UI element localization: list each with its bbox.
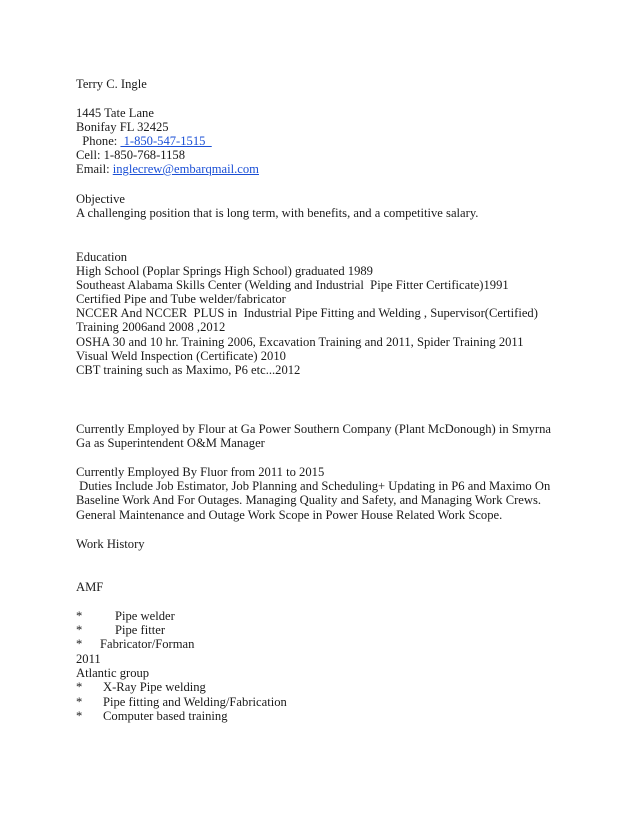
bullet-star: * bbox=[76, 709, 83, 723]
work-history-heading: Work History bbox=[76, 537, 145, 551]
education-line: Training 2006and 2008 ,2012 bbox=[76, 320, 226, 334]
atlantic-duty-text: Pipe fitting and Welding/Fabrication bbox=[103, 695, 287, 709]
address-city: Bonifay FL 32425 bbox=[76, 120, 169, 134]
bullet-star: * bbox=[76, 695, 83, 709]
education-line: OSHA 30 and 10 hr. Training 2006, Excavation Training and 2011, Spider Training 2011 bbox=[76, 335, 524, 349]
atlantic-duty-text: X-Ray Pipe welding bbox=[103, 680, 206, 694]
employment-summary-line: Duties Include Job Estimator, Job Planning and Scheduling+ Updating in P6 and Maximo On bbox=[76, 479, 551, 493]
amf-duty-item bbox=[76, 609, 175, 624]
education-line: Visual Weld Inspection (Certificate) 2010 bbox=[76, 349, 286, 363]
cell-line: Cell: 1-850-768-1158 bbox=[76, 148, 186, 162]
employment-summary-line: Baseline Work And For Outages. Managing Quality and Safety, and Managing Work Crews. bbox=[76, 493, 542, 507]
employment-summary-line: Currently Employed By Fluor from 2011 to 2015 bbox=[76, 465, 325, 479]
atlantic-duty-item bbox=[76, 709, 228, 724]
current-employment-line: Currently Employed by Flour at Ga Power Southern Company (Plant McDonough) in Smyrna bbox=[76, 422, 552, 436]
bullet-star: * bbox=[76, 680, 83, 694]
education-line: NCCER And NCCER PLUS in Industrial Pipe Fitting and Welding , Supervisor(Certified) bbox=[76, 306, 538, 320]
objective-text: A challenging position that is long term, with benefits, and a competitive salary. bbox=[76, 206, 479, 220]
amf-duty-text: Fabricator/Forman bbox=[100, 637, 195, 651]
company-amf: AMF bbox=[76, 580, 104, 594]
education-line: Southeast Alabama Skills Center (Welding and Industrial Pipe Fitter Certificate)1991 bbox=[76, 278, 509, 292]
current-employment-line: Ga as Superintendent O&M Manager bbox=[76, 436, 265, 450]
email-label: Email: bbox=[76, 162, 113, 176]
atlantic-duty-item bbox=[76, 695, 287, 710]
atlantic-duty-item bbox=[76, 680, 206, 695]
address-street: 1445 Tate Lane bbox=[76, 106, 154, 120]
employment-summary-line: General Maintenance and Outage Work Scope in Power House Related Work Scope. bbox=[76, 508, 503, 522]
candidate-name: Terry C. Ingle bbox=[76, 77, 147, 91]
education-heading: Education bbox=[76, 250, 128, 264]
email-link[interactable]: inglecrew@embarqmail.com bbox=[112, 162, 259, 176]
education-line: High School (Poplar Springs High School) graduated 1989 bbox=[76, 264, 373, 278]
phone-line bbox=[76, 134, 212, 149]
atlantic-duty-text: Computer based training bbox=[103, 709, 228, 723]
email-line bbox=[76, 162, 259, 177]
work-year: 2011 bbox=[76, 652, 101, 666]
amf-duty-text: Pipe welder bbox=[115, 609, 175, 623]
bullet-star: * bbox=[76, 637, 83, 651]
amf-duty-item bbox=[76, 637, 195, 652]
bullet-star: * bbox=[76, 623, 83, 637]
phone-link[interactable]: 1-850-547-1515 bbox=[120, 134, 212, 148]
amf-duty-item bbox=[76, 623, 166, 638]
bullet-star: * bbox=[76, 609, 83, 623]
company-atlantic: Atlantic group bbox=[76, 666, 150, 680]
objective-heading: Objective bbox=[76, 192, 125, 206]
phone-label: Phone: bbox=[76, 134, 121, 148]
education-line: CBT training such as Maximo, P6 etc...2012 bbox=[76, 363, 301, 377]
education-line: Certified Pipe and Tube welder/fabricator bbox=[76, 292, 286, 306]
amf-duty-text: Pipe fitter bbox=[115, 623, 166, 637]
